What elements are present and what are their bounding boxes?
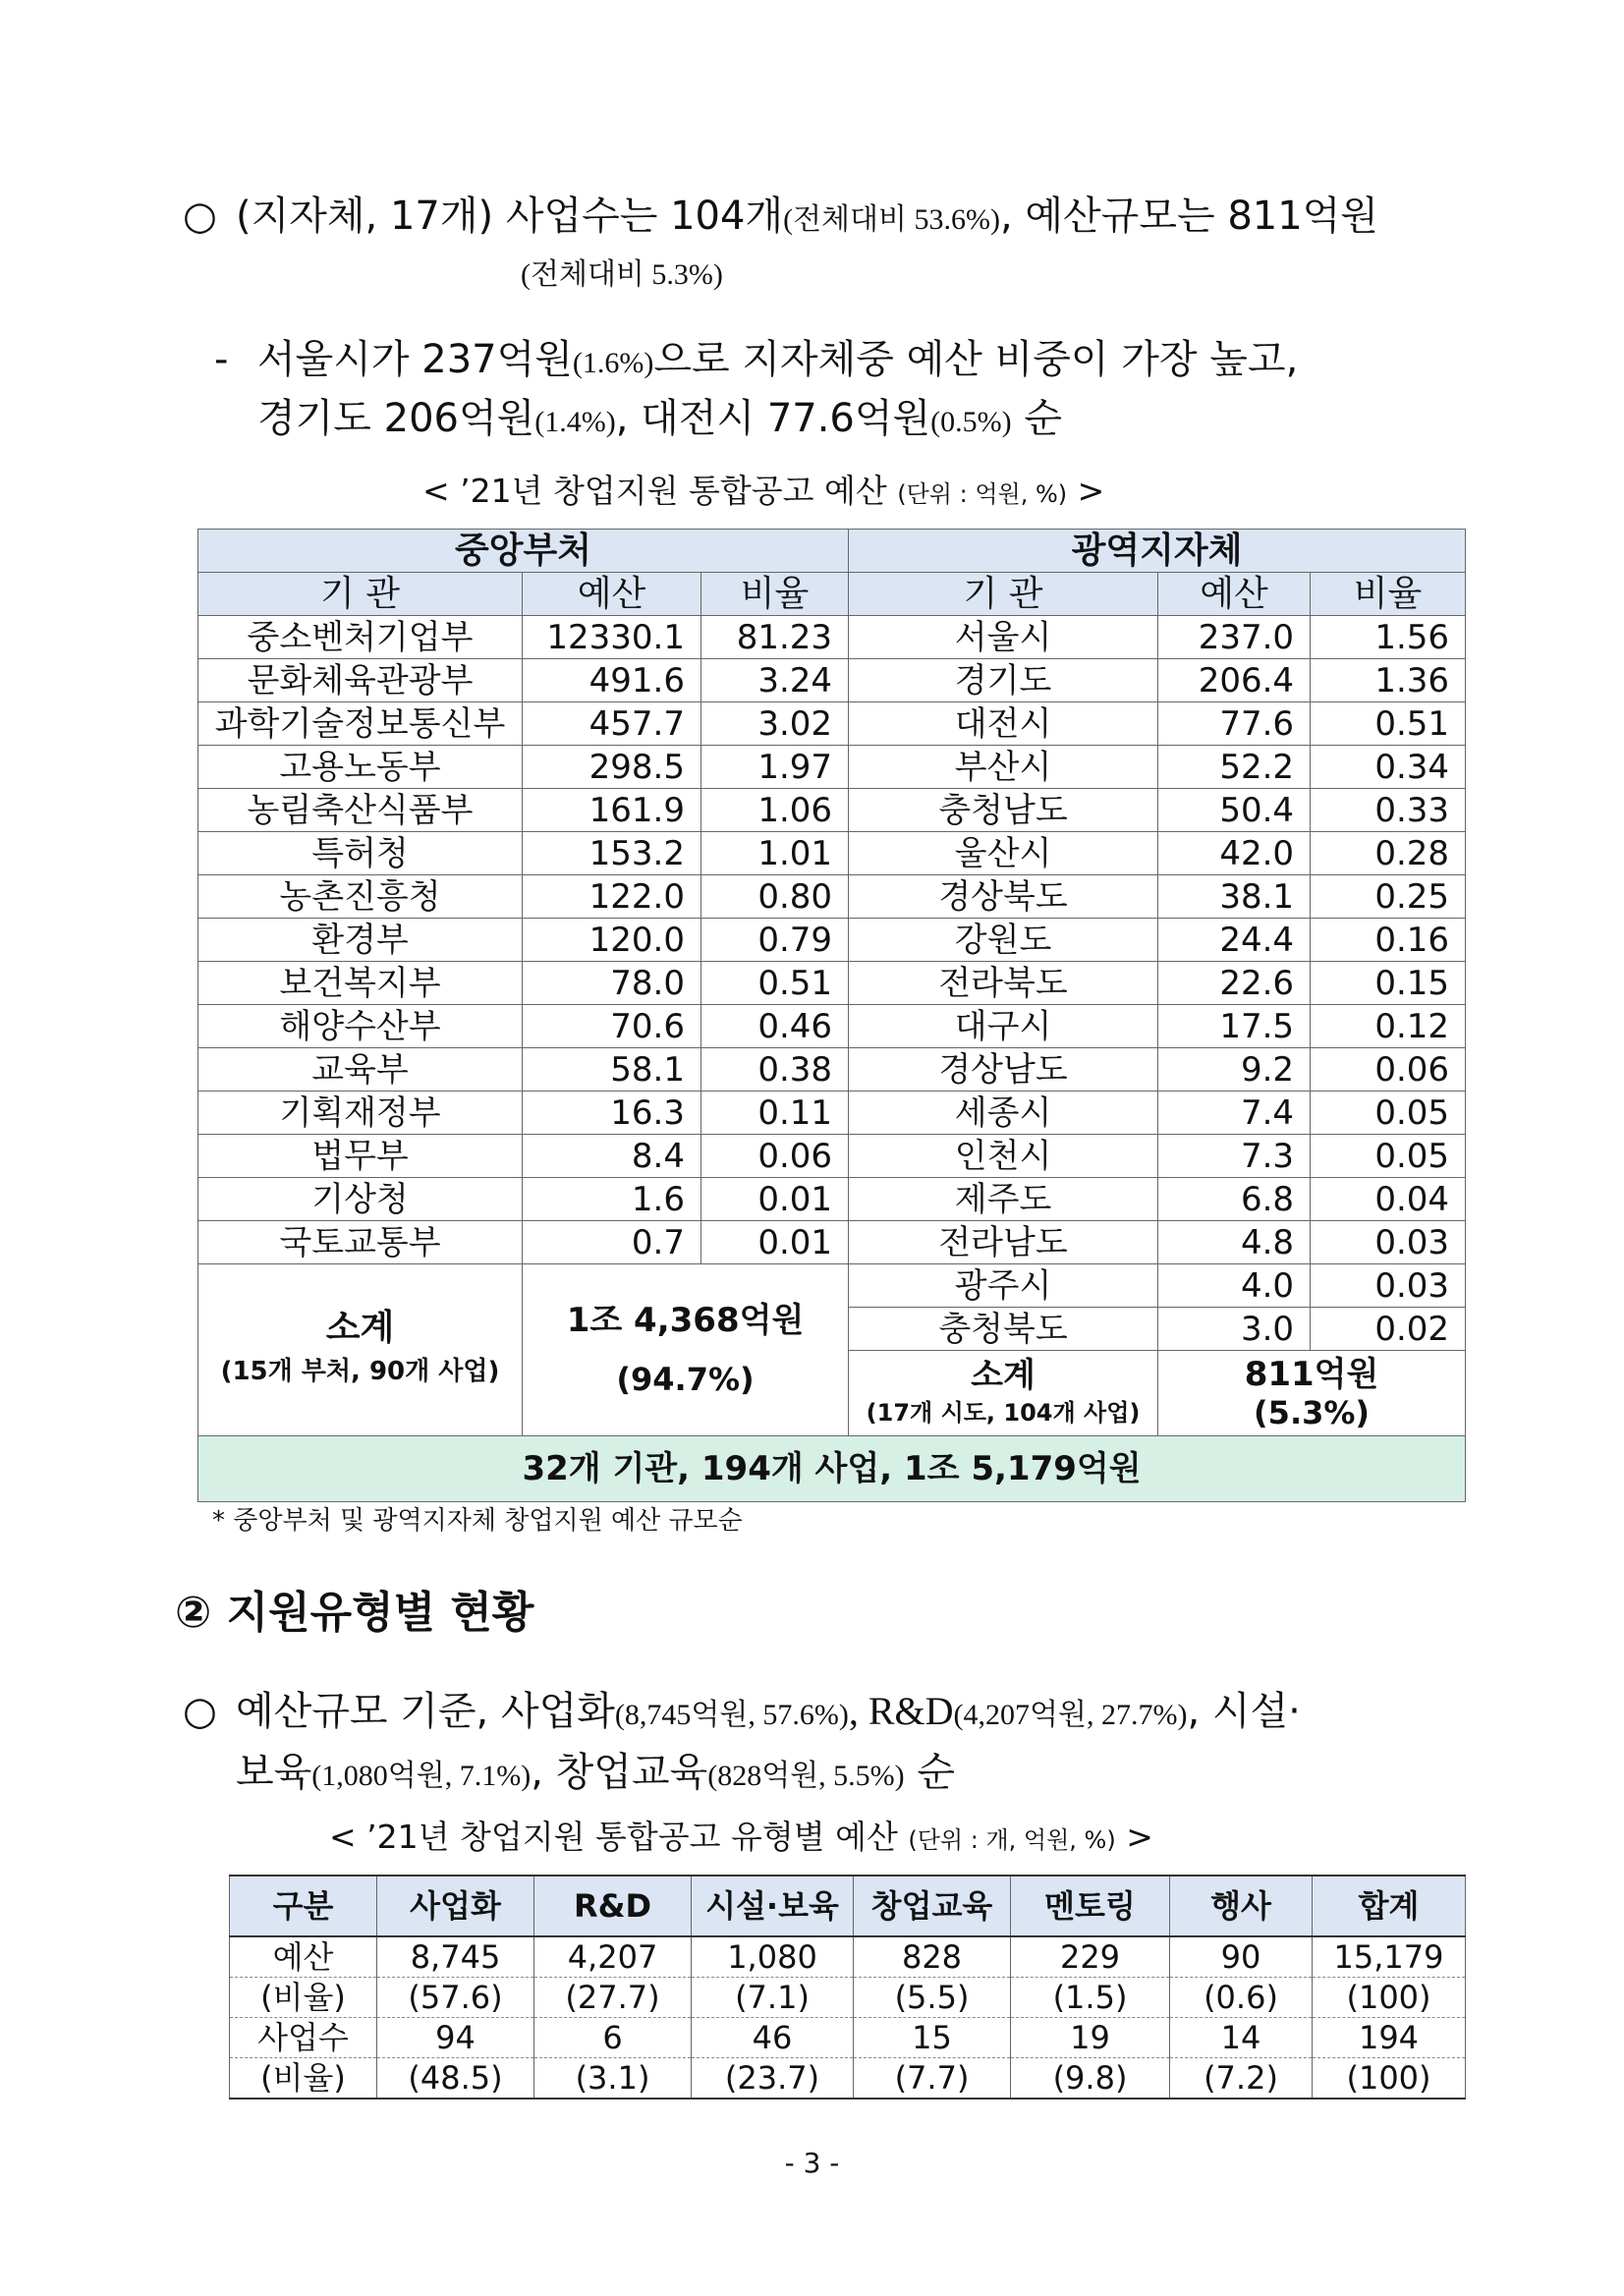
local-subtotal-value-cell: [1158, 1351, 1466, 1436]
central-ratio-cell: 0.01: [701, 1221, 849, 1264]
col-budget-header: 예산: [523, 573, 701, 616]
value-cell: (7.2): [1170, 2058, 1313, 2100]
value-cell: (100): [1313, 1978, 1466, 2018]
group-local-header: 광역지자체: [849, 530, 1466, 573]
local-subtotal-pct: (5.3%): [1254, 1394, 1371, 1431]
bullet2-text-j: 순: [904, 1750, 956, 1795]
section-title: 지원유형별 현황: [226, 1588, 534, 1638]
local-ratio-cell: 0.04: [1311, 1178, 1466, 1221]
central-org-cell: 교육부: [198, 1048, 523, 1092]
bullet2-line2: [236, 1743, 955, 1806]
central-ratio-cell: 0.06: [701, 1135, 849, 1178]
central-subtotal-label-cell: [198, 1264, 523, 1436]
local-budget-cell: 6.8: [1158, 1178, 1311, 1221]
value-cell: 229: [1011, 1936, 1170, 1978]
local-org-cell: 강원도: [849, 919, 1158, 962]
section-heading: [175, 1582, 533, 1645]
table-row: [198, 832, 1466, 875]
central-subtotal-pct: (94.7%): [616, 1361, 755, 1398]
value-cell: (57.6): [377, 1978, 534, 2018]
central-budget-cell: 58.1: [523, 1048, 701, 1092]
local-subtotal-note: (17개 시도, 104개 사업): [866, 1399, 1141, 1427]
central-org-cell: 과학기술정보통신부: [198, 702, 523, 746]
central-ratio-cell: 0.46: [701, 1005, 849, 1048]
column-header: R&D: [534, 1876, 692, 1936]
central-org-cell: 고용노동부: [198, 746, 523, 789]
table-row: [230, 2058, 1466, 2100]
column-header: 합계: [1313, 1876, 1466, 1936]
local-ratio-cell: 0.33: [1311, 789, 1466, 832]
table-row: [198, 616, 1466, 659]
grand-total-cell: 32개 기관, 194개 사업, 1조 5,179억원: [198, 1436, 1466, 1502]
col-budget-header: 예산: [1158, 573, 1311, 616]
dash1-line2: [257, 389, 1062, 452]
value-cell: (23.7): [692, 2058, 854, 2100]
central-org-cell: 특허청: [198, 832, 523, 875]
table1-caption-end: >: [1077, 472, 1105, 510]
central-org-cell: 국토교통부: [198, 1221, 523, 1264]
table2-caption-main: < ’21년 창업지원 통합공고 유형별 예산: [329, 1818, 898, 1856]
value-cell: 19: [1011, 2018, 1170, 2058]
local-org-cell: 세종시: [849, 1092, 1158, 1135]
local-ratio-cell: 0.25: [1311, 875, 1466, 919]
table1-caption: [422, 470, 1104, 516]
local-budget-cell: 22.6: [1158, 962, 1311, 1005]
local-budget-cell: 3.0: [1158, 1308, 1311, 1351]
value-cell: 1,080: [692, 1936, 854, 1978]
central-ratio-cell: 0.51: [701, 962, 849, 1005]
value-cell: 46: [692, 2018, 854, 2058]
header-row: [230, 1876, 1466, 1936]
central-org-cell: 기상청: [198, 1178, 523, 1221]
value-cell: (48.5): [377, 2058, 534, 2100]
central-budget-cell: 122.0: [523, 875, 701, 919]
central-org-cell: 농림축산식품부: [198, 789, 523, 832]
table-row: [230, 2018, 1466, 2058]
bullet2-text-a: 예산규모 기준, 사업화: [236, 1689, 615, 1734]
central-ratio-cell: 0.79: [701, 919, 849, 962]
dash1-text-d: 경기도 206억원: [257, 396, 535, 441]
bullet2-text-e: , 시설·: [1187, 1689, 1301, 1734]
central-org-cell: 환경부: [198, 919, 523, 962]
local-ratio-cell: 0.02: [1311, 1308, 1466, 1351]
bullet2-text-i: (828억원, 5.5%): [707, 1760, 905, 1792]
local-budget-cell: 38.1: [1158, 875, 1311, 919]
local-ratio-cell: 0.03: [1311, 1264, 1466, 1308]
central-budget-cell: 12330.1: [523, 616, 701, 659]
section-number: ②: [175, 1588, 212, 1638]
central-org-cell: 기획재정부: [198, 1092, 523, 1135]
value-cell: 194: [1313, 2018, 1466, 2058]
table-row: [198, 1264, 1466, 1308]
table-row: [198, 1436, 1466, 1502]
central-subtotal-value: 1조 4,368억원: [566, 1301, 805, 1340]
table-row: [198, 702, 1466, 746]
value-cell: (1.5): [1011, 1978, 1170, 2018]
central-org-cell: 해양수산부: [198, 1005, 523, 1048]
value-cell: (7.1): [692, 1978, 854, 2018]
local-org-cell: 경기도: [849, 659, 1158, 702]
table-row: [198, 1092, 1466, 1135]
row-label-cell: 사업수: [230, 2018, 377, 2058]
dash1-text-e: (1.4%): [534, 406, 616, 438]
local-ratio-cell: 1.36: [1311, 659, 1466, 702]
local-ratio-cell: 0.05: [1311, 1092, 1466, 1135]
row-label-cell: (비율): [230, 1978, 377, 2018]
table-row: [198, 1135, 1466, 1178]
row-label-cell: 예산: [230, 1936, 377, 1978]
central-org-cell: 보건복지부: [198, 962, 523, 1005]
central-ratio-cell: 1.06: [701, 789, 849, 832]
bullet1-text-a: (지자체, 17개) 사업수는 104개: [236, 194, 784, 239]
dash1-text-a: 서울시가 237억원: [257, 337, 573, 382]
table2-caption: [329, 1816, 1153, 1862]
value-cell: 15,179: [1313, 1936, 1466, 1978]
central-budget-cell: 298.5: [523, 746, 701, 789]
bullet-marker: ○: [183, 1689, 217, 1734]
local-budget-cell: 42.0: [1158, 832, 1311, 875]
table-row: [198, 659, 1466, 702]
central-ratio-cell: 1.01: [701, 832, 849, 875]
table2-caption-unit: (단위 : 개, 억원, %): [908, 1826, 1116, 1854]
central-subtotal-label: 소계: [325, 1308, 395, 1348]
local-budget-cell: 77.6: [1158, 702, 1311, 746]
bullet2-text-f: 보육: [236, 1750, 312, 1795]
local-budget-cell: 24.4: [1158, 919, 1311, 962]
central-ratio-cell: 3.24: [701, 659, 849, 702]
value-cell: 6: [534, 2018, 692, 2058]
local-ratio-cell: 0.51: [1311, 702, 1466, 746]
local-budget-cell: 7.3: [1158, 1135, 1311, 1178]
value-cell: (100): [1313, 2058, 1466, 2100]
column-header: 구분: [230, 1876, 377, 1936]
central-org-cell: 법무부: [198, 1135, 523, 1178]
bullet1-text-c: , 예산규모는 811억원: [999, 194, 1378, 239]
bullet2-text-c: , R&D: [848, 1689, 954, 1733]
table2-caption-end: >: [1126, 1818, 1153, 1856]
bullet2-text-g: (1,080억원, 7.1%): [311, 1760, 532, 1792]
column-header: 시설·보육: [692, 1876, 854, 1936]
central-budget-cell: 491.6: [523, 659, 701, 702]
bullet2-text-b: (8,745억원, 57.6%): [614, 1699, 849, 1731]
local-org-cell: 부산시: [849, 746, 1158, 789]
central-ratio-cell: 0.80: [701, 875, 849, 919]
local-org-cell: 전라북도: [849, 962, 1158, 1005]
central-budget-cell: 0.7: [523, 1221, 701, 1264]
local-org-cell: 충청남도: [849, 789, 1158, 832]
page-number: - 3 -: [784, 2147, 840, 2179]
value-cell: 4,207: [534, 1936, 692, 1978]
dash1-line1: [257, 330, 1298, 393]
local-budget-cell: 206.4: [1158, 659, 1311, 702]
table1-caption-main: < ’21년 창업지원 통합공고 예산: [422, 472, 887, 510]
local-budget-cell: 50.4: [1158, 789, 1311, 832]
local-ratio-cell: 0.28: [1311, 832, 1466, 875]
table-row: [198, 1221, 1466, 1264]
value-cell: 94: [377, 2018, 534, 2058]
local-budget-cell: 52.2: [1158, 746, 1311, 789]
table-row: [198, 789, 1466, 832]
bullet1-line1: [236, 187, 1378, 250]
column-header: 창업교육: [854, 1876, 1011, 1936]
local-org-cell: 대전시: [849, 702, 1158, 746]
value-cell: (3.1): [534, 2058, 692, 2100]
dash1-text-b: (1.6%): [572, 347, 654, 379]
central-budget-cell: 153.2: [523, 832, 701, 875]
value-cell: 828: [854, 1936, 1011, 1978]
table-row: [198, 1178, 1466, 1221]
central-ratio-cell: 0.38: [701, 1048, 849, 1092]
type-budget-table: [229, 1875, 1466, 2100]
col-ratio-header: 비율: [701, 573, 849, 616]
local-budget-cell: 7.4: [1158, 1092, 1311, 1135]
footnote: * 중앙부처 및 광역지자체 창업지원 예산 규모순: [212, 1506, 743, 1536]
local-ratio-cell: 0.12: [1311, 1005, 1466, 1048]
local-subtotal-label-cell: [849, 1351, 1158, 1436]
value-cell: (0.6): [1170, 1978, 1313, 2018]
central-subtotal-value-cell: [523, 1264, 849, 1436]
central-budget-cell: 70.6: [523, 1005, 701, 1048]
value-cell: (5.5): [854, 1978, 1011, 2018]
dash1-text-h: 순: [1011, 396, 1063, 441]
value-cell: 8,745: [377, 1936, 534, 1978]
col-org-header: 기 관: [849, 573, 1158, 616]
central-subtotal-note: (15개 부처, 90개 사업): [220, 1357, 500, 1386]
local-org-cell: 울산시: [849, 832, 1158, 875]
bullet2-line1: [236, 1682, 1301, 1745]
local-org-cell: 제주도: [849, 1178, 1158, 1221]
local-ratio-cell: 0.03: [1311, 1221, 1466, 1264]
table-row: [198, 1048, 1466, 1092]
local-budget-cell: 4.8: [1158, 1221, 1311, 1264]
local-subtotal-label: 소계: [971, 1356, 1036, 1395]
local-ratio-cell: 1.56: [1311, 616, 1466, 659]
bullet1-line2: (전체대비 5.3%): [521, 258, 723, 291]
table-row: [198, 962, 1466, 1005]
central-budget-cell: 8.4: [523, 1135, 701, 1178]
central-budget-cell: 16.3: [523, 1092, 701, 1135]
value-cell: 14: [1170, 2018, 1313, 2058]
budget-table: [197, 529, 1466, 1502]
dash-marker: -: [214, 337, 229, 382]
central-ratio-cell: 1.97: [701, 746, 849, 789]
central-budget-cell: 161.9: [523, 789, 701, 832]
local-budget-cell: 237.0: [1158, 616, 1311, 659]
central-org-cell: 농촌진흥청: [198, 875, 523, 919]
local-ratio-cell: 0.06: [1311, 1048, 1466, 1092]
col-ratio-header: 비율: [1311, 573, 1466, 616]
row-label-cell: (비율): [230, 2058, 377, 2100]
bullet2-text-d: (4,207억원, 27.7%): [953, 1699, 1188, 1731]
local-org-cell: 경상남도: [849, 1048, 1158, 1092]
value-cell: 15: [854, 2018, 1011, 2058]
value-cell: (9.8): [1011, 2058, 1170, 2100]
central-ratio-cell: 3.02: [701, 702, 849, 746]
central-org-cell: 중소벤처기업부: [198, 616, 523, 659]
central-ratio-cell: 81.23: [701, 616, 849, 659]
dash1-text-c: 으로 지자체중 예산 비중이 가장 높고,: [653, 337, 1299, 382]
table-row: [230, 1936, 1466, 1978]
central-ratio-cell: 0.01: [701, 1178, 849, 1221]
local-org-cell: 충청북도: [849, 1308, 1158, 1351]
local-subtotal-value: 811억원: [1244, 1355, 1379, 1394]
local-org-cell: 대구시: [849, 1005, 1158, 1048]
local-budget-cell: 4.0: [1158, 1264, 1311, 1308]
bullet2-text-h: , 창업교육: [531, 1750, 708, 1795]
central-budget-cell: 120.0: [523, 919, 701, 962]
local-ratio-cell: 0.34: [1311, 746, 1466, 789]
dash1-text-g: (0.5%): [930, 406, 1012, 438]
table-row: [198, 746, 1466, 789]
table-row: [198, 1005, 1466, 1048]
col-org-header: 기 관: [198, 573, 523, 616]
value-cell: 90: [1170, 1936, 1313, 1978]
bullet1-text-b: (전체대비 53.6%): [783, 203, 1000, 236]
column-header: 행사: [1170, 1876, 1313, 1936]
local-ratio-cell: 0.16: [1311, 919, 1466, 962]
local-budget-cell: 17.5: [1158, 1005, 1311, 1048]
local-budget-cell: 9.2: [1158, 1048, 1311, 1092]
central-budget-cell: 78.0: [523, 962, 701, 1005]
central-ratio-cell: 0.11: [701, 1092, 849, 1135]
central-budget-cell: 1.6: [523, 1178, 701, 1221]
central-org-cell: 문화체육관광부: [198, 659, 523, 702]
column-header: 사업화: [377, 1876, 534, 1936]
table-row: [198, 919, 1466, 962]
local-org-cell: 경상북도: [849, 875, 1158, 919]
dash1-text-f: , 대전시 77.6억원: [615, 396, 931, 441]
table-row: [230, 1978, 1466, 2018]
table-row: [198, 875, 1466, 919]
central-budget-cell: 457.7: [523, 702, 701, 746]
local-ratio-cell: 0.15: [1311, 962, 1466, 1005]
column-header: 멘토링: [1011, 1876, 1170, 1936]
value-cell: (27.7): [534, 1978, 692, 2018]
local-org-cell: 광주시: [849, 1264, 1158, 1308]
local-org-cell: 인천시: [849, 1135, 1158, 1178]
local-org-cell: 전라남도: [849, 1221, 1158, 1264]
bullet-marker: ○: [183, 194, 217, 239]
table1-caption-unit: (단위 : 억원, %): [897, 480, 1068, 508]
group-central-header: 중앙부처: [198, 530, 849, 573]
value-cell: (7.7): [854, 2058, 1011, 2100]
local-org-cell: 서울시: [849, 616, 1158, 659]
local-ratio-cell: 0.05: [1311, 1135, 1466, 1178]
